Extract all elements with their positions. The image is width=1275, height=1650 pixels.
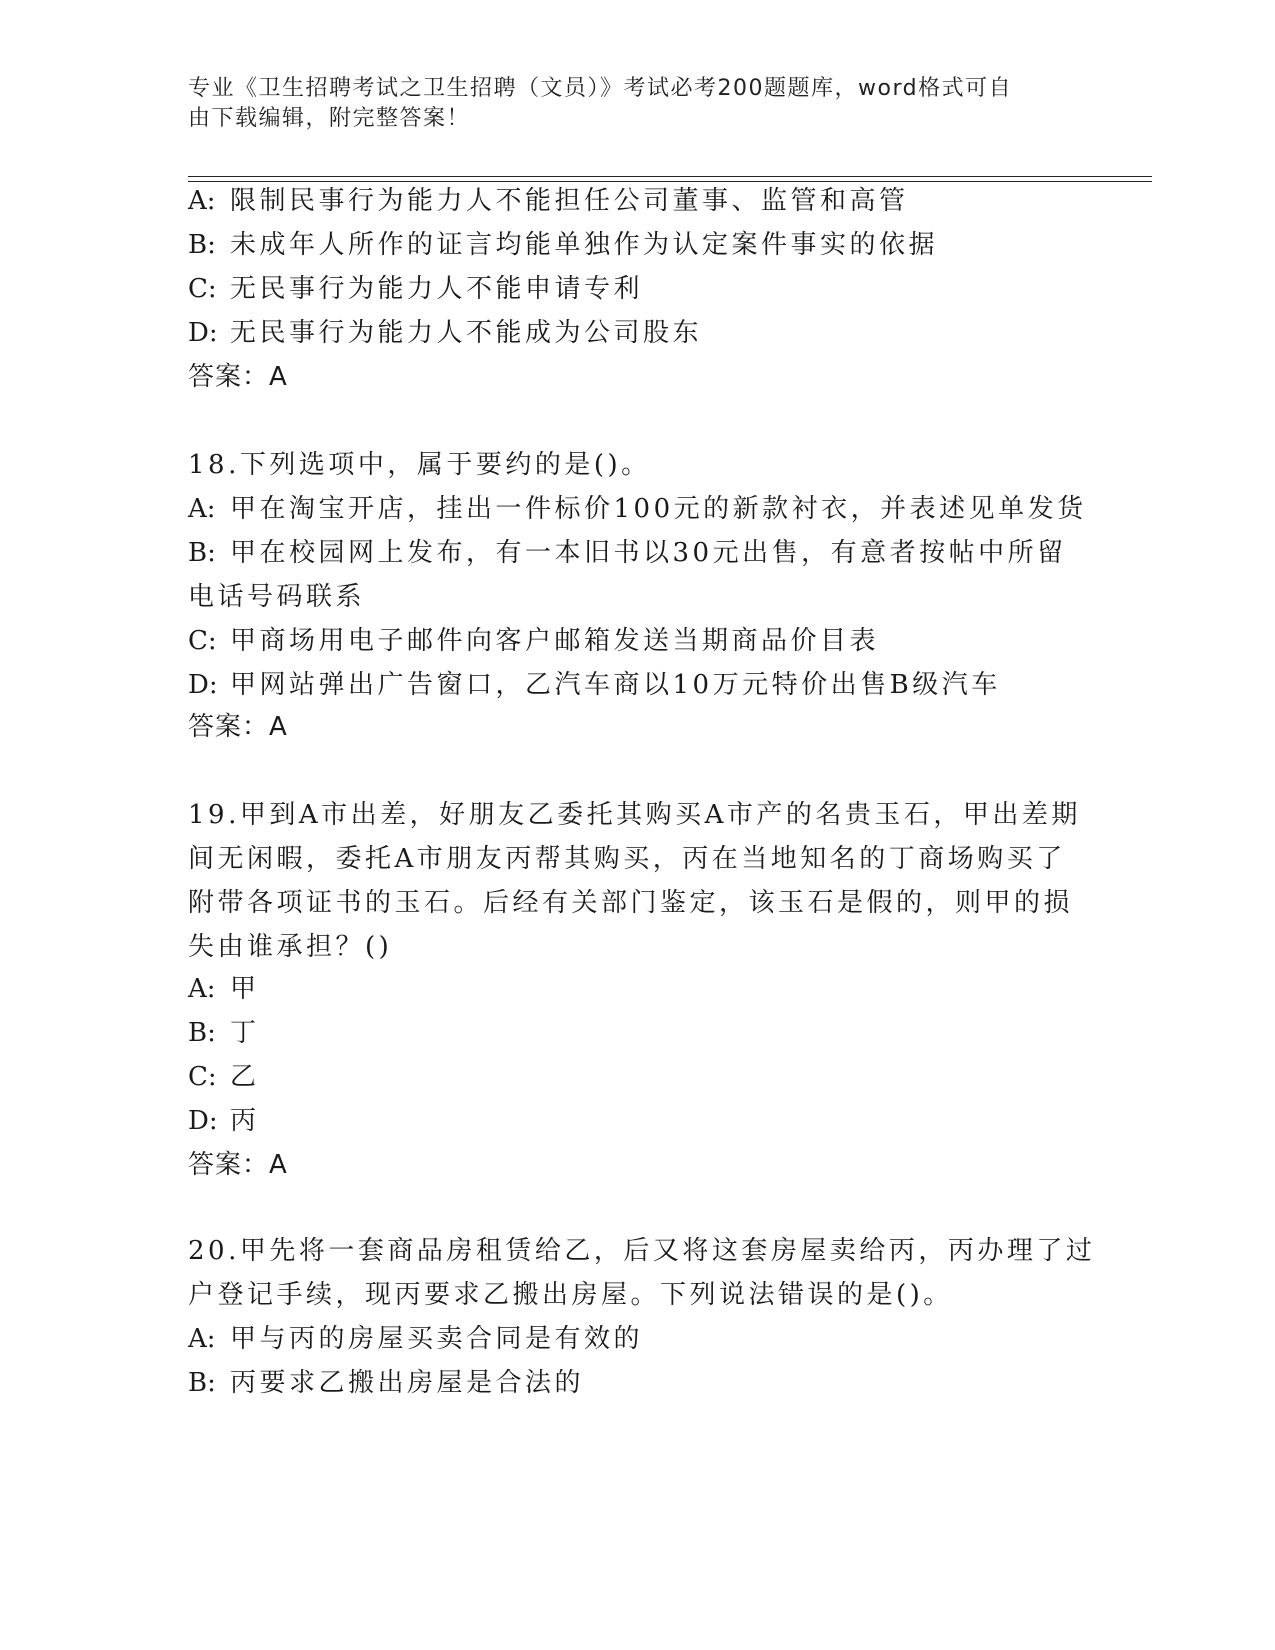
q19-stem-line-4: 失由谁承担？(): [188, 932, 393, 962]
q19-stem-line-3: 附带各项证书的玉石。后经有关部门鉴定，该玉石是假的，则甲的损: [188, 888, 1074, 918]
q18-option-c: C: 甲商场用电子邮件向客户邮箱发送当期商品价目表: [188, 626, 880, 656]
q18-option-b-continued: 电话号码联系: [188, 582, 366, 612]
q19-answer: 答案：A: [188, 1150, 288, 1180]
q20-stem-line-2: 户登记手续，现丙要求乙搬出房屋。下列说法错误的是()。: [188, 1280, 953, 1310]
q19-stem-line-2: 间无闲暇，委托A市朋友丙帮其购买，丙在当地知名的丁商场购买了: [188, 844, 1066, 874]
q18-option-d: D: 甲网站弹出广告窗口，乙汽车商以10万元特价出售B级汽车: [188, 670, 1001, 700]
q17-option-a: A: 限制民事行为能力人不能担任公司董事、监管和高管: [188, 186, 909, 216]
header-rule-top: [188, 176, 1152, 177]
q19-option-c: C: 乙: [188, 1062, 260, 1092]
q17-option-b: B: 未成年人所作的证言均能单独作为认定案件事实的依据: [188, 230, 939, 260]
q17-option-c: C: 无民事行为能力人不能申请专利: [188, 274, 644, 304]
q18-answer: 答案：A: [188, 712, 288, 742]
q18-option-a: A: 甲在淘宝开店，挂出一件标价100元的新款衬衣，并表述见单发货: [188, 494, 1087, 524]
q17-answer: 答案：A: [188, 362, 288, 392]
q18-option-b: B: 甲在校园网上发布，有一本旧书以30元出售，有意者按帖中所留: [188, 538, 1067, 568]
q20-stem-line-1: 20.甲先将一套商品房租赁给乙，后又将这套房屋卖给丙，丙办理了过: [188, 1236, 1096, 1266]
q20-option-a: A: 甲与丙的房屋买卖合同是有效的: [188, 1324, 644, 1354]
q19-option-b: B: 丁: [188, 1018, 260, 1048]
q19-option-d: D: 丙: [188, 1106, 260, 1136]
q17-option-d: D: 无民事行为能力人不能成为公司股东: [188, 318, 703, 348]
q20-option-b: B: 丙要求乙搬出房屋是合法的: [188, 1368, 585, 1398]
header-line-2: 由下载编辑，附完整答案！: [188, 106, 471, 131]
document-header: [188, 74, 1088, 134]
q19-stem-line-1: 19.甲到A市出差，好朋友乙委托其购买A市产的名贵玉石，甲出差期: [188, 800, 1081, 830]
q19-option-a: A: 甲: [188, 974, 260, 1004]
header-line-1: 专业《卫生招聘考试之卫生招聘（文员）》考试必考200题题库，word格式可自: [188, 76, 1013, 101]
q18-stem: 18.下列选项中，属于要约的是()。: [188, 450, 651, 480]
